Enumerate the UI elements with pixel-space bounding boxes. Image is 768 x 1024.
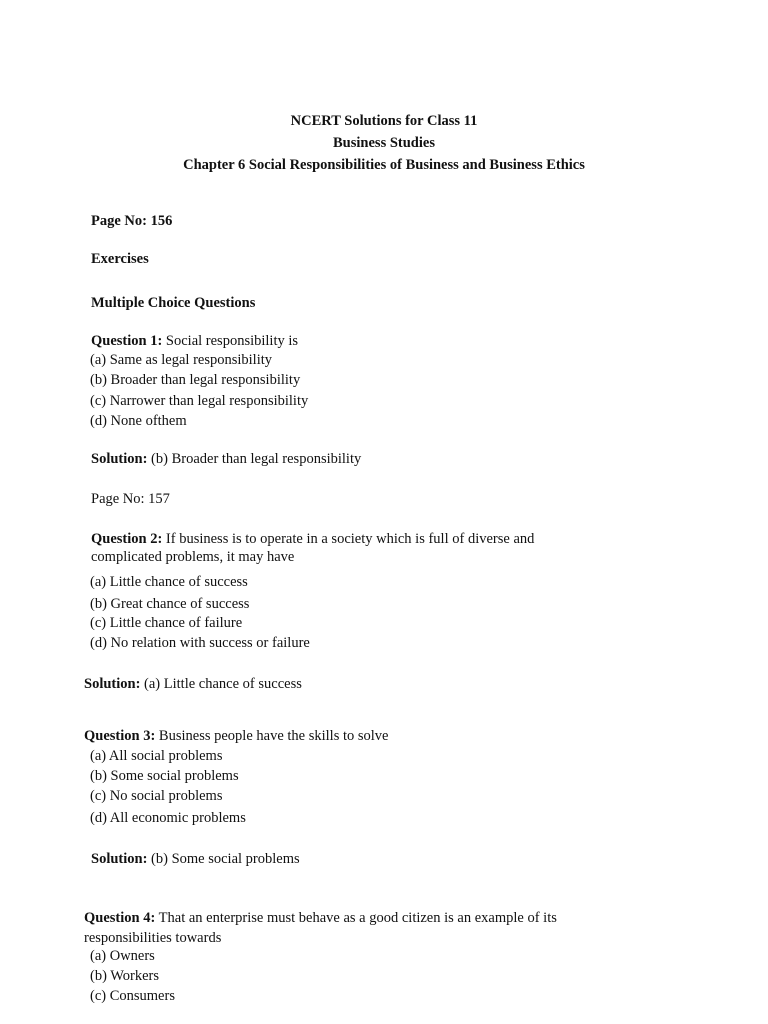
exercises-heading: Exercises [91,251,149,267]
question-4 [84,909,557,927]
q3-option-c: (c) No social problems [90,788,223,804]
question-label: Question 4: [84,910,156,926]
question-2-line-2: complicated problems, it may have [91,549,295,565]
page-number-156: Page No: 156 [91,213,173,229]
question-label: Question 1: [91,333,163,349]
document-subject: Business Studies [333,135,435,151]
question-text: Business people have the skills to solve [155,728,389,744]
question-text: That an enterprise must behave as a good citizen is an example of its [155,910,557,926]
q2-solution [84,675,302,693]
q4-option-c: (c) Consumers [90,988,175,1004]
q4-option-b: (b) Workers [90,968,160,984]
question-3 [84,727,388,745]
question-1 [91,332,298,350]
q1-solution [91,450,361,468]
question-4-line-2: responsibilities towards [84,930,222,946]
q2-option-b: (b) Great chance of success [90,596,250,612]
q2-option-a: (a) Little chance of success [90,574,248,590]
q3-option-b: (b) Some social problems [90,768,239,784]
q2-option-d: (d) No relation with success or failure [90,635,310,651]
question-text: Social responsibility is [162,333,299,349]
question-2 [91,530,534,548]
solution-label: Solution: [91,451,148,467]
question-text: If business is to operate in a society which is full of diverse and [162,531,535,547]
solution-text: (b) Broader than legal responsibility [147,451,362,467]
q1-option-d: (d) None ofthem [90,413,187,429]
q1-option-a: (a) Same as legal responsibility [90,352,273,368]
chapter-title: Chapter 6 Social Responsibilities of Business and Business Ethics [183,157,585,173]
solution-label: Solution: [84,676,141,692]
q4-option-a: (a) Owners [90,948,155,964]
mcq-heading: Multiple Choice Questions [91,295,256,311]
q3-option-d: (d) All economic problems [90,810,246,826]
solution-text: (a) Little chance of success [140,676,302,692]
solution-label: Solution: [91,851,148,867]
document-title: NCERT Solutions for Class 11 [290,113,478,129]
question-label: Question 3: [84,728,156,744]
solution-text: (b) Some social problems [147,851,300,867]
q3-option-a: (a) All social problems [90,748,223,764]
q2-option-c: (c) Little chance of failure [90,615,243,631]
page-number-157: Page No: 157 [91,491,170,507]
q1-option-c: (c) Narrower than legal responsibility [90,393,309,409]
q3-solution [91,850,300,868]
q1-option-b: (b) Broader than legal responsibility [90,372,301,388]
question-label: Question 2: [91,531,163,547]
